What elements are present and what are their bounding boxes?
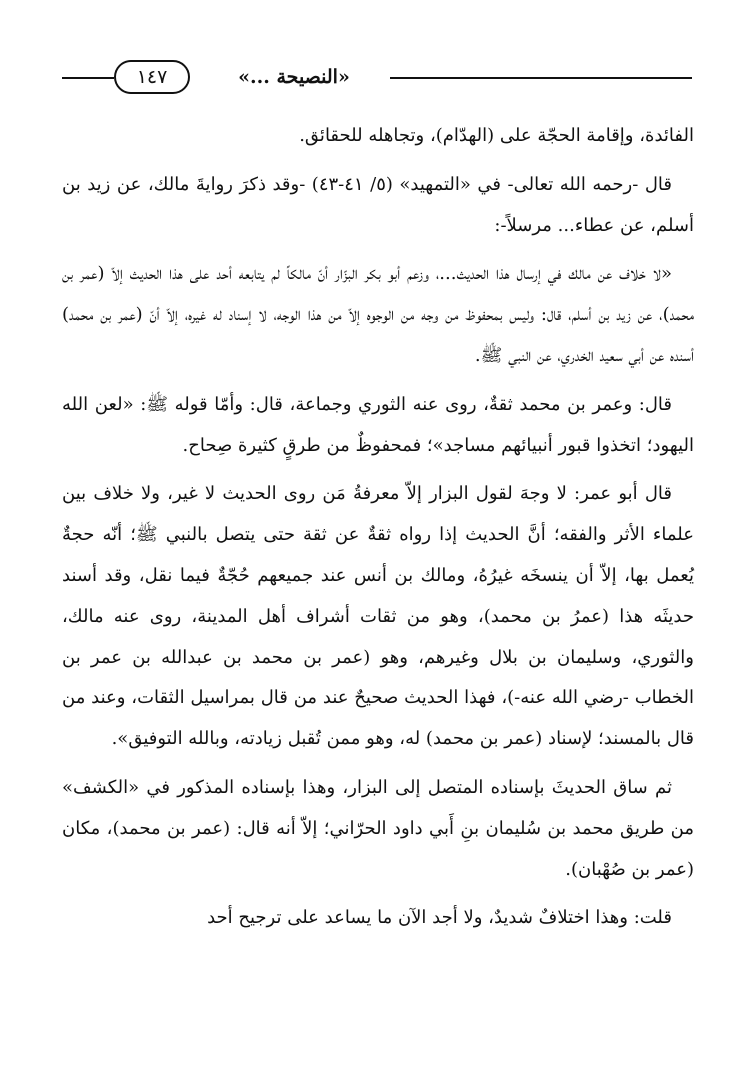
paragraph-4: قال: وعمر بن محمد ثقةٌ، روى عنه الثوري وجماعة، قال: وأمّا قوله ﷺ: «لعن الله اليهود؛ اتخذوا قبور أنبيائهم مساجد»؛ فمحفوظٌ من طرقٍ كثيرة صِحاح. xyxy=(62,393,694,456)
running-title: «النصيحة ...» xyxy=(238,66,350,88)
paragraph-1: الفائدة، وإقامة الحجّة على (الهدّام)، وتجاهله للحقائق. xyxy=(299,125,694,146)
page-body xyxy=(62,116,694,947)
paragraph-2: قال -رحمه الله تعالى- في «التمهيد» (٥/ ٤١-٤٣) -وقد ذكرَ روايةَ مالك، عن زيد بن أسلم، عن عطاء... مرسلاً-: xyxy=(62,173,694,236)
paragraph-5: قال أبو عمر: لا وجهَ لقول البزار إلاّ معرفةُ مَن روى الحديث لا غير، ولا خلاف بين علماء الأثر والفقه؛ أنَّ الحديث إذا رواه ثقةٌ عن ثقة حتى يتصل بالنبي ﷺ؛ أنّه حجةٌ يُعمل بها، إلاّ أن ينسخَه غيرُهُ، ومالك بن أنس عند جميعهم حُجّةٌ فيما نقل، وقد أسند حديثَه هذا (عمرُ بن محمد)، وهو من ثقات أشراف أهل المدينة، روى عنه مالك، والثوري، وسليمان بن بلال وغيرهم، وهو (عمر بن محمد بن عبدالله بن عمر بن الخطاب -رضي الله عنه-)، فهذا الحديث صحيحٌ عند من قال بمراسيل الثقات، وعند من قال بالمسند؛ لإسناد (عمر بن محمد) له، وهو ممن تُقبل زيادته، وبالله التوفيق». xyxy=(62,483,694,750)
header-rule-left xyxy=(62,77,114,79)
page-number: ١٤٧ xyxy=(114,60,190,94)
paragraph-3: «لا خلاف عن مالك في إرسال هذا الحديث...، وزعم أبو بكر البزّار أنّ مالكاً لم يتابعه أحد على هذا الحديث إلاّ (عمر بن محمد)، عن زيد بن أسلم، قال: وليس بمحفوظ من وجه من الوجوه إلاّ من هذا الوجه، لا إسناد له غيره، إلاّ أنّ (عمر بن محمد) أسنده عن أبي سعيد الخدري، عن النبي ﷺ. xyxy=(62,263,694,366)
page-header xyxy=(62,58,692,98)
paragraph-6: ثم ساق الحديثَ بإسناده المتصل إلى البزار، وهذا بإسناده المذكور في «الكشف» من طريق محمد بن سُليمان بنِ أَبي داود الحرّاني؛ إلاّ أنه قال: (عمر بن محمد)، مكان (عمر بن صُهْبان). xyxy=(62,776,694,880)
paragraph-7: قلت: وهذا اختلافٌ شديدٌ، ولا أجد الآن ما يساعد على ترجيح أحد xyxy=(207,907,672,929)
header-rule-right xyxy=(390,77,692,79)
